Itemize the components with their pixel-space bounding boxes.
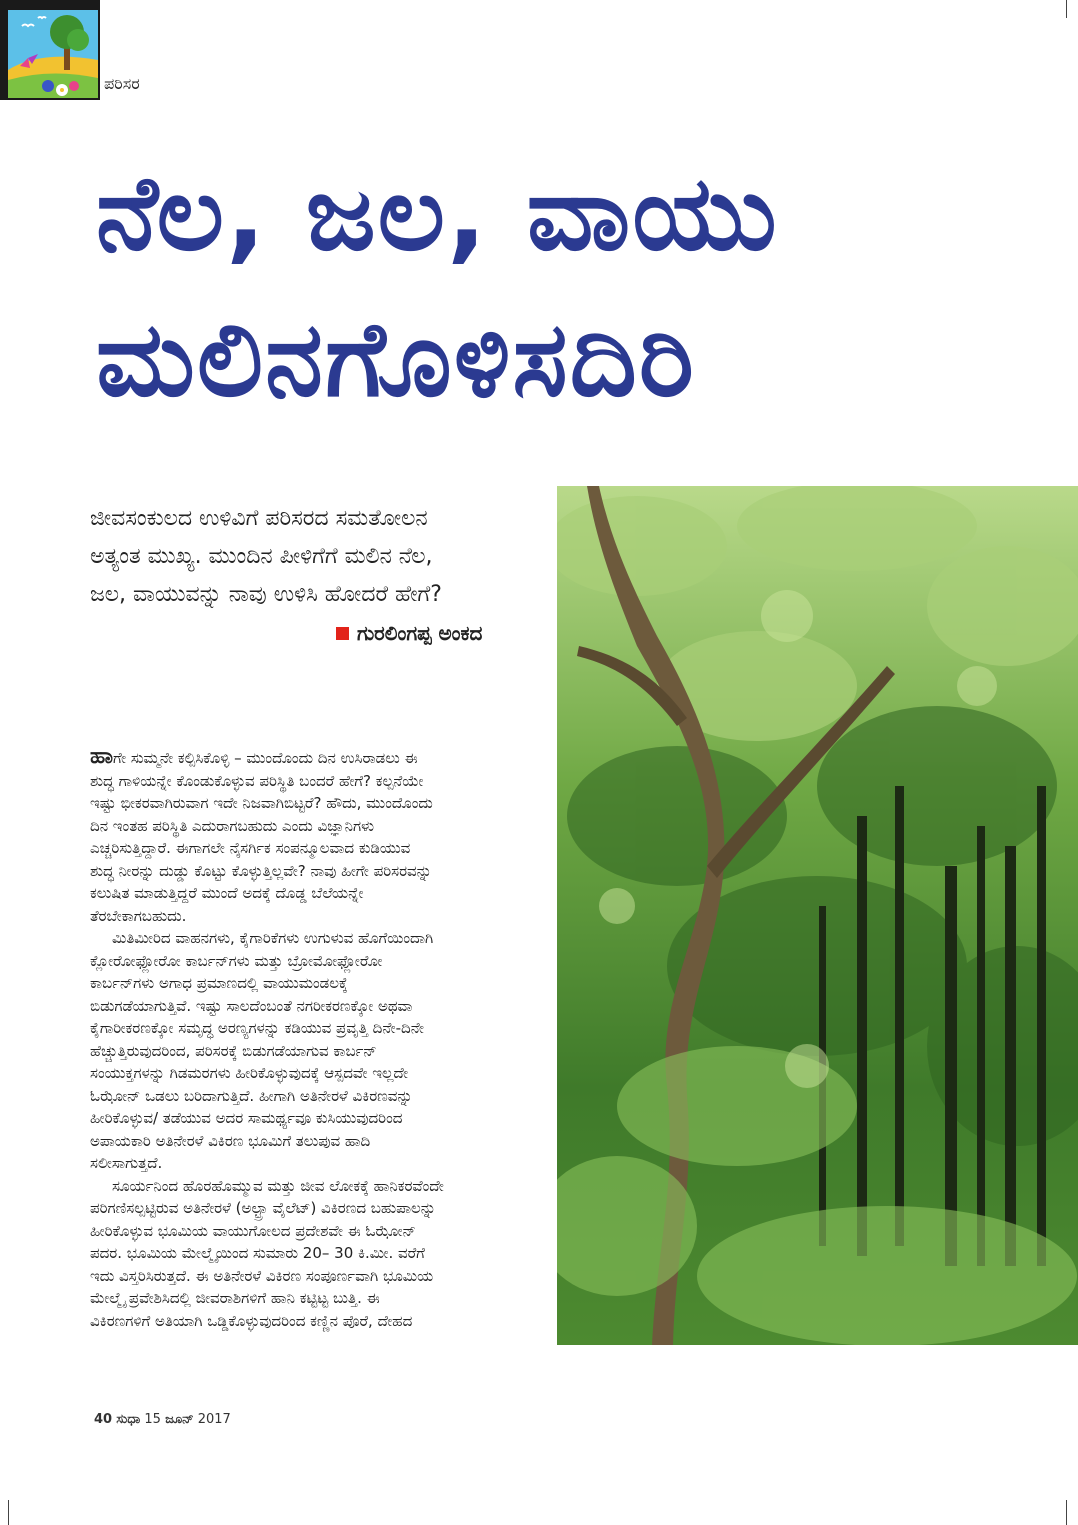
author-name: ಗುರಲಿಂಗಪ್ಪ ಅಂಕದ bbox=[357, 621, 483, 645]
byline-marker-icon bbox=[336, 627, 349, 640]
paragraph bbox=[90, 746, 522, 927]
body-line: ಪದರ. ಭೂಮಿಯ ಮೇಲ್ಮೈಯಿಂದ ಸುಮಾರು 20– 30 ಕಿ.ಮೀ. ವರೆಗೆ bbox=[90, 1244, 425, 1262]
crop-mark bbox=[8, 1500, 9, 1525]
body-line: ಇಷ್ಟು ಭೀಕರವಾಗಿರುವಾಗ ಇದೇ ನಿಜವಾಗಿಬಿಟ್ಟರೆ? ಹೌದು, ಮುಂದೊಂದು bbox=[90, 794, 433, 812]
body-line: ಮಿತಿಮೀರಿದ ವಾಹನಗಳು, ಕೈಗಾರಿಕೆಗಳು ಉಗುಳುವ ಹೊಗೆಯಿಂದಾಗಿ bbox=[112, 929, 434, 947]
article-deck bbox=[90, 500, 530, 614]
body-line: ಶುದ್ಧ ಗಾಳಿಯನ್ನೇ ಕೊಂಡುಕೊಳ್ಳುವ ಪರಿಸ್ಥಿತಿ ಬಂದರೆ ಹೇಗೆ? ಕಲ್ಪನೆಯೇ bbox=[90, 771, 424, 790]
body-line: ಕೈಗಾರೀಕರಣಕ್ಕೋ ಸಮೃದ್ಧ ಅರಣ್ಯಗಳನ್ನು ಕಡಿಯುವ ಪ್ರವೃತ್ತಿ ದಿನೇ-ದಿನೇ bbox=[90, 1019, 424, 1037]
paragraph bbox=[90, 927, 522, 1175]
drop-cap: ಹಾ bbox=[90, 744, 114, 769]
body-line: ದಿನ ಇಂತಹ ಪರಿಸ್ಥಿತಿ ಎದುರಾಗಬಹುದು ಎಂದು ವಿಜ್ಞಾನಿಗಳು bbox=[90, 816, 375, 835]
body-line: ಸಂಯುಕ್ತಗಳನ್ನು ಗಿಡಮರಗಳು ಹೀರಿಕೊಳ್ಳುವುದಕ್ಕೆ ಆಸ್ಪದವೇ ಇಲ್ಲದೇ bbox=[90, 1064, 409, 1082]
body-line: ಹೀರಿಕೊಳ್ಳುವ ಭೂಮಿಯ ವಾಯುಗೋಲದ ಪ್ರದೇಶವೇ ಈ ಓಝೋನ್ bbox=[90, 1221, 416, 1240]
deck-line: ಜೀವಸಂಕುಲದ ಉಳಿವಿಗೆ ಪರಿಸರದ ಸಮತೋಲನ bbox=[90, 506, 428, 531]
article-body bbox=[90, 746, 522, 1332]
body-line: ಪರಿಗಣಿಸಲ್ಪಟ್ಟಿರುವ ಅತಿನೇರಳೆ (ಅಲ್ಟ್ರಾ ವೈಲೆಟ್) ವಿಕಿರಣದ ಬಹುಪಾಲನ್ನು bbox=[90, 1199, 436, 1217]
issue-year: 2017 bbox=[197, 1412, 231, 1427]
body-line: ತೆರಬೇಕಾಗಬಹುದು. bbox=[90, 906, 187, 925]
issue-day: 15 bbox=[144, 1412, 161, 1427]
byline bbox=[336, 621, 482, 645]
deck-line: ಜಲ, ವಾಯುವನ್ನು ನಾವು ಉಳಿಸಿ ಹೋದರೆ ಹೇಗೆ? bbox=[90, 582, 442, 607]
body-line: ಹೆಚ್ಚುತ್ತಿರುವುದರಿಂದ, ಪರಿಸರಕ್ಕೆ ಬಿಡುಗಡೆಯಾಗುವ ಕಾರ್ಬನ್ bbox=[90, 1041, 377, 1060]
deck-line: ಅತ್ಯಂತ ಮುಖ್ಯ. ಮುಂದಿನ ಪೀಳಿಗೆಗೆ ಮಲಿನ ನೆಲ, bbox=[90, 544, 433, 569]
title-line: ಮಲಿನಗೊಳಿಸದಿರಿ bbox=[96, 298, 696, 420]
body-line: ಶುದ್ಧ ನೀರನ್ನು ದುಡ್ಡು ಕೊಟ್ಟು ಕೊಳ್ಳುತ್ತಿಲ್ಲವೇ? ನಾವು ಹೀಗೇ ಪರಿಸರವನ್ನು bbox=[90, 861, 432, 880]
section-logo-icon bbox=[0, 0, 100, 100]
body-line: ಮೇಲ್ಮೈ ಪ್ರವೇಶಿಸಿದಲ್ಲಿ ಜೀವರಾಶಿಗಳಿಗೆ ಹಾನಿ ಕಟ್ಟಿಟ್ಟ ಬುತ್ತಿ. ಈ bbox=[90, 1289, 380, 1307]
body-line: ಕಾರ್ಬನ್‌ಗಳು ಅಗಾಧ ಪ್ರಮಾಣದಲ್ಲಿ ವಾಯುಮಂಡಲಕ್ಕೆ bbox=[90, 974, 348, 992]
body-line: ಅಪಾಯಕಾರಿ ಅತಿನೇರಳೆ ವಿಕಿರಣ ಭೂಮಿಗೆ ತಲುಪುವ ಹಾದಿ bbox=[90, 1131, 371, 1150]
body-line: ಹೀರಿಕೊಳ್ಳುವ/ ತಡೆಯುವ ಅದರ ಸಾಮರ್ಥ್ಯವೂ ಕುಸಿಯುವುದರಿಂದ bbox=[90, 1109, 403, 1127]
page-number: 40 bbox=[94, 1412, 113, 1427]
body-line: ಬಿಡುಗಡೆಯಾಗುತ್ತಿವೆ. ಇಷ್ಟು ಸಾಲದೆಂಬಂತೆ ನಗರೀಕರಣಕ್ಕೋ ಅಥವಾ bbox=[90, 996, 413, 1015]
title-line: ನೆಲ, ಜಲ, ವಾಯು bbox=[96, 152, 779, 274]
body-line: ಇದು ವಿಸ್ತರಿಸಿರುತ್ತದೆ. ಈ ಅತಿನೇರಳೆ ವಿಕಿರಣ ಸಂಪೂರ್ಣವಾಗಿ ಭೂಮಿಯ bbox=[90, 1266, 434, 1285]
section-label: ಪರಿಸರ bbox=[104, 74, 140, 93]
body-line-text: ಗೇ ಸುಮ್ಮನೇ ಕಲ್ಪಿಸಿಕೊಳ್ಳಿ – ಮುಂದೊಂದು ದಿನ ಉಸಿರಾಡಲು ಈ bbox=[113, 749, 418, 767]
body-line: ಸಲೀಸಾಗುತ್ತದೆ. bbox=[90, 1154, 163, 1172]
crop-mark bbox=[1066, 0, 1067, 18]
body-line: ಕ್ಲೋರೋಫ್ಲೋರೋ ಕಾರ್ಬನ್‌ಗಳು ಮತ್ತು ಬ್ರೋಮೋಫ್ಲೋರೋ bbox=[90, 951, 383, 970]
paragraph bbox=[90, 1175, 522, 1333]
article-title bbox=[96, 140, 1056, 432]
body-line: ಓಝೋನ್ ಒಡಲು ಬರಿದಾಗುತ್ತಿದೆ. ಹೀಗಾಗಿ ಅತಿನೇರಳೆ ವಿಕಿರಣವನ್ನು bbox=[90, 1086, 413, 1105]
forest-photo bbox=[557, 486, 1078, 1345]
issue-month: ಜೂನ್ bbox=[165, 1412, 194, 1427]
magazine-name: ಸುಧಾ bbox=[116, 1412, 141, 1427]
body-line: ಎಚ್ಚರಿಸುತ್ತಿದ್ದಾರೆ. ಈಗಾಗಲೇ ನೈಸರ್ಗಿಕ ಸಂಪನ್ಮೂಲವಾದ ಕುಡಿಯುವ bbox=[90, 839, 411, 857]
body-line: ಕಲುಷಿತ ಮಾಡುತ್ತಿದ್ದರೆ ಮುಂದೆ ಅದಕ್ಕೆ ದೊಡ್ಡ ಬೆಲೆಯನ್ನೇ bbox=[90, 884, 364, 902]
page-footer bbox=[94, 1412, 231, 1427]
crop-mark bbox=[1066, 1500, 1067, 1525]
body-line bbox=[90, 746, 522, 770]
body-line: ವಿಕಿರಣಗಳಿಗೆ ಅತಿಯಾಗಿ ಒಡ್ಡಿಕೊಳ್ಳುವುದರಿಂದ ಕಣ್ಣಿನ ಪೊರೆ, ದೇಹದ bbox=[90, 1311, 413, 1330]
body-line: ಸೂರ್ಯನಿಂದ ಹೊರಹೊಮ್ಮುವ ಮತ್ತು ಜೀವ ಲೋಕಕ್ಕೆ ಹಾನಿಕರವೆಂದೇ bbox=[112, 1176, 444, 1195]
